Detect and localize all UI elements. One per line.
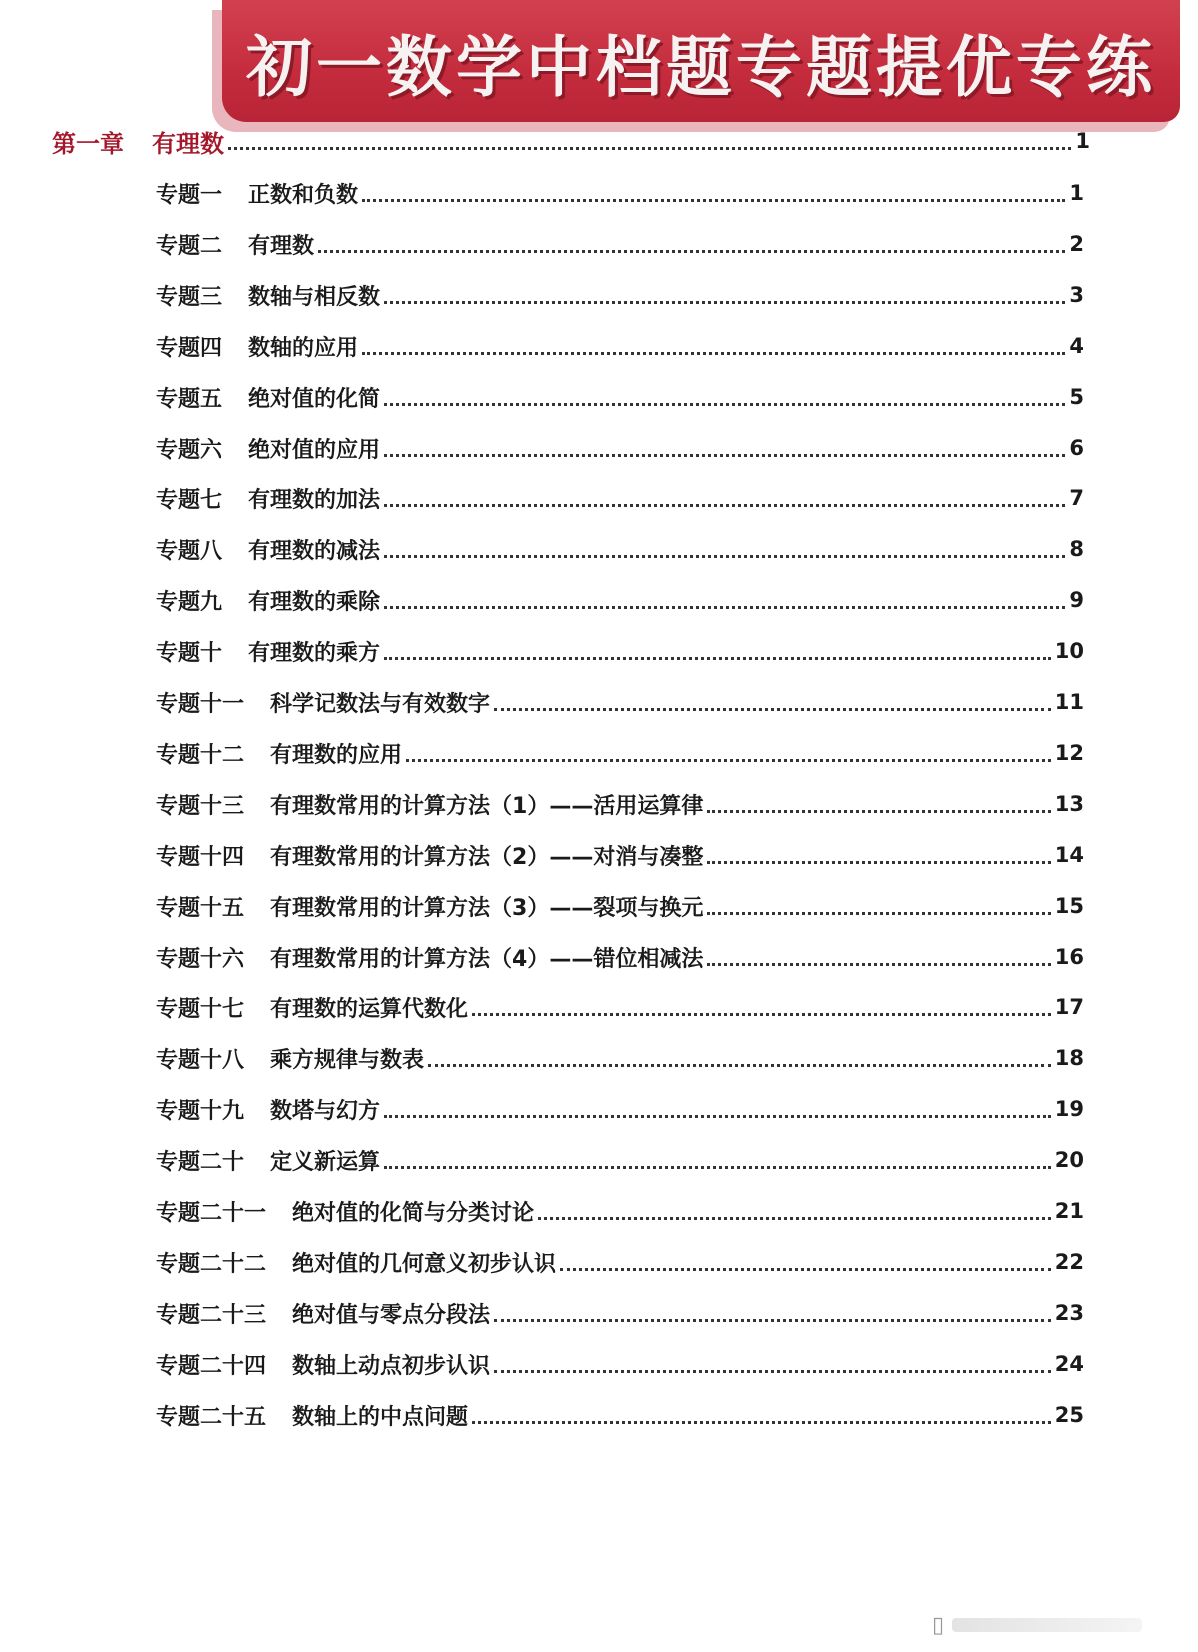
toc-topic-row[interactable] [156,787,1084,821]
topic-label: 专题四 [156,335,223,361]
topic-title: 有理数常用的计算方法（3）——裂项与换元 [270,895,704,921]
topic-page-number: 13 [1054,792,1084,816]
topic-title: 科学记数法与有效数字 [270,691,491,717]
topic-title: 绝对值的应用 [248,437,381,463]
topic-label: 专题十一 [156,691,245,717]
topic-page-number: 15 [1054,894,1084,918]
topic-label: 专题二十二 [156,1251,267,1277]
dot-leader [472,1421,1051,1424]
topic-label: 专题二 [156,233,223,259]
topic-page-number: 24 [1054,1352,1084,1376]
topic-label: 专题二十五 [156,1404,267,1430]
topic-page-number: 17 [1054,995,1084,1019]
dot-leader [384,657,1051,660]
toc-topic-row[interactable] [156,329,1084,363]
dot-leader [384,403,1065,406]
topic-title: 有理数的乘方 [248,640,381,666]
toc-topic-row[interactable] [156,431,1084,465]
chapter-title: 有理数 [152,129,224,158]
toc-topic-row[interactable] [156,1194,1084,1228]
topic-label: 专题十六 [156,946,245,972]
dot-leader [384,606,1065,609]
dot-leader [538,1217,1051,1220]
topic-page-number: 12 [1054,741,1084,765]
topic-page-number: 20 [1054,1148,1084,1172]
toc-topic-row[interactable] [156,380,1084,414]
topic-label: 专题十三 [156,793,245,819]
toc-topic-row[interactable] [156,1398,1084,1432]
toc-topic-row[interactable] [156,736,1084,770]
topic-title: 数轴与相反数 [248,284,381,310]
dot-leader [384,1166,1051,1169]
dot-leader [707,810,1050,813]
toc-topic-row[interactable] [156,278,1084,312]
topic-label: 专题一 [156,182,223,208]
topic-label: 专题十 [156,640,223,666]
topic-title: 数轴上动点初步认识 [292,1353,491,1379]
topic-label: 专题二十三 [156,1302,267,1328]
topic-title: 有理数常用的计算方法（1）——活用运算律 [270,793,704,819]
topic-page-number: 14 [1054,843,1084,867]
topic-label: 专题十七 [156,996,245,1022]
topic-page-number: 11 [1054,690,1084,714]
toc-topic-row[interactable] [156,1245,1084,1279]
topic-page-number: 9 [1069,588,1084,612]
chapter-page-number: 1 [1075,129,1090,153]
topic-title: 定义新运算 [270,1149,381,1175]
topic-page-number: 5 [1069,385,1084,409]
topic-page-number: 21 [1054,1199,1084,1223]
topic-title: 正数和负数 [248,182,359,208]
toc-topic-row[interactable] [156,1041,1084,1075]
dot-leader [472,1013,1051,1016]
watermark-bar [932,1612,1142,1638]
topic-page-number: 3 [1069,283,1084,307]
topic-page-number: 10 [1054,639,1084,663]
topic-title: 绝对值的化简与分类讨论 [292,1200,535,1226]
topic-label: 专题六 [156,437,223,463]
dot-leader [384,301,1065,304]
topic-label: 专题十九 [156,1098,245,1124]
topic-title: 有理数的加法 [248,487,381,513]
topic-title: 乘方规律与数表 [270,1047,425,1073]
dot-leader [384,1115,1051,1118]
topic-page-number: 22 [1054,1250,1084,1274]
dot-leader [406,759,1051,762]
dot-leader [494,1370,1051,1373]
topic-title: 有理数的应用 [270,742,403,768]
topic-page-number: 2 [1069,232,1084,256]
progress-strip [952,1618,1142,1632]
topic-title: 有理数常用的计算方法（4）——错位相减法 [270,946,704,972]
dot-leader [384,555,1065,558]
toc-topic-row[interactable] [156,685,1084,719]
toc-topic-row[interactable] [156,1296,1084,1330]
toc-topic-row[interactable] [156,532,1084,566]
dot-leader [707,963,1050,966]
toc-topic-row[interactable] [156,227,1084,261]
toc-topic-row[interactable] [156,583,1084,617]
topic-label: 专题十八 [156,1047,245,1073]
toc-topic-row[interactable] [156,176,1084,210]
topic-label: 专题五 [156,386,223,412]
topic-title: 数塔与幻方 [270,1098,381,1124]
topic-label: 专题三 [156,284,223,310]
dot-leader [318,250,1065,253]
toc-topic-row[interactable] [156,1092,1084,1126]
dot-leader [707,861,1050,864]
dot-leader [228,147,1071,150]
topic-label: 专题九 [156,589,223,615]
title-banner [222,0,1180,122]
topic-page-number: 16 [1054,945,1084,969]
topic-title: 有理数的减法 [248,538,381,564]
toc-topic-row[interactable] [156,940,1084,974]
topic-page-number: 19 [1054,1097,1084,1121]
topic-page-number: 7 [1069,486,1084,510]
topic-title: 绝对值的化简 [248,386,381,412]
topic-label: 专题二十 [156,1149,245,1175]
dot-leader [362,352,1065,355]
dot-leader [494,708,1051,711]
topic-label: 专题八 [156,538,223,564]
topic-label: 专题十四 [156,844,245,870]
toc-topic-row[interactable] [156,481,1084,515]
topic-title: 有理数的运算代数化 [270,996,469,1022]
topic-page-number: 23 [1054,1301,1084,1325]
topic-page-number: 8 [1069,537,1084,561]
dot-leader [560,1268,1051,1271]
topic-label: 专题二十四 [156,1353,267,1379]
topic-page-number: 18 [1054,1046,1084,1070]
topic-label: 专题二十一 [156,1200,267,1226]
toc-topic-row[interactable] [156,838,1084,872]
topic-title: 有理数的乘除 [248,589,381,615]
toc-topic-row[interactable] [156,634,1084,668]
dot-leader [384,504,1065,507]
topic-label: 专题十五 [156,895,245,921]
dot-leader [362,199,1065,202]
topic-label: 专题十二 [156,742,245,768]
dot-leader [384,454,1065,457]
topic-page-number: 4 [1069,334,1084,358]
topic-title: 绝对值与零点分段法 [292,1302,491,1328]
square-bracket-icon: ▯ [932,1612,945,1638]
toc-topic-row[interactable] [156,889,1084,923]
topic-page-number: 25 [1054,1403,1084,1427]
toc-topic-row[interactable] [156,990,1084,1024]
chapter-label: 第一章 [52,129,124,158]
toc-chapter-row[interactable] [52,124,1090,158]
topic-title: 有理数 [248,233,315,259]
dot-leader [494,1319,1051,1322]
topic-title: 绝对值的几何意义初步认识 [292,1251,557,1277]
toc-topic-row[interactable] [156,1143,1084,1177]
toc-topic-row[interactable] [156,1347,1084,1381]
dot-leader [428,1064,1051,1067]
dot-leader [707,912,1050,915]
document-title: 初一数学中档题专题提优专练 [246,29,1156,106]
topic-page-number: 6 [1069,436,1084,460]
topic-title: 数轴上的中点问题 [292,1404,469,1430]
topic-page-number: 1 [1069,181,1084,205]
topic-label: 专题七 [156,487,223,513]
topic-title: 有理数常用的计算方法（2）——对消与凑整 [270,844,704,870]
topic-title: 数轴的应用 [248,335,359,361]
